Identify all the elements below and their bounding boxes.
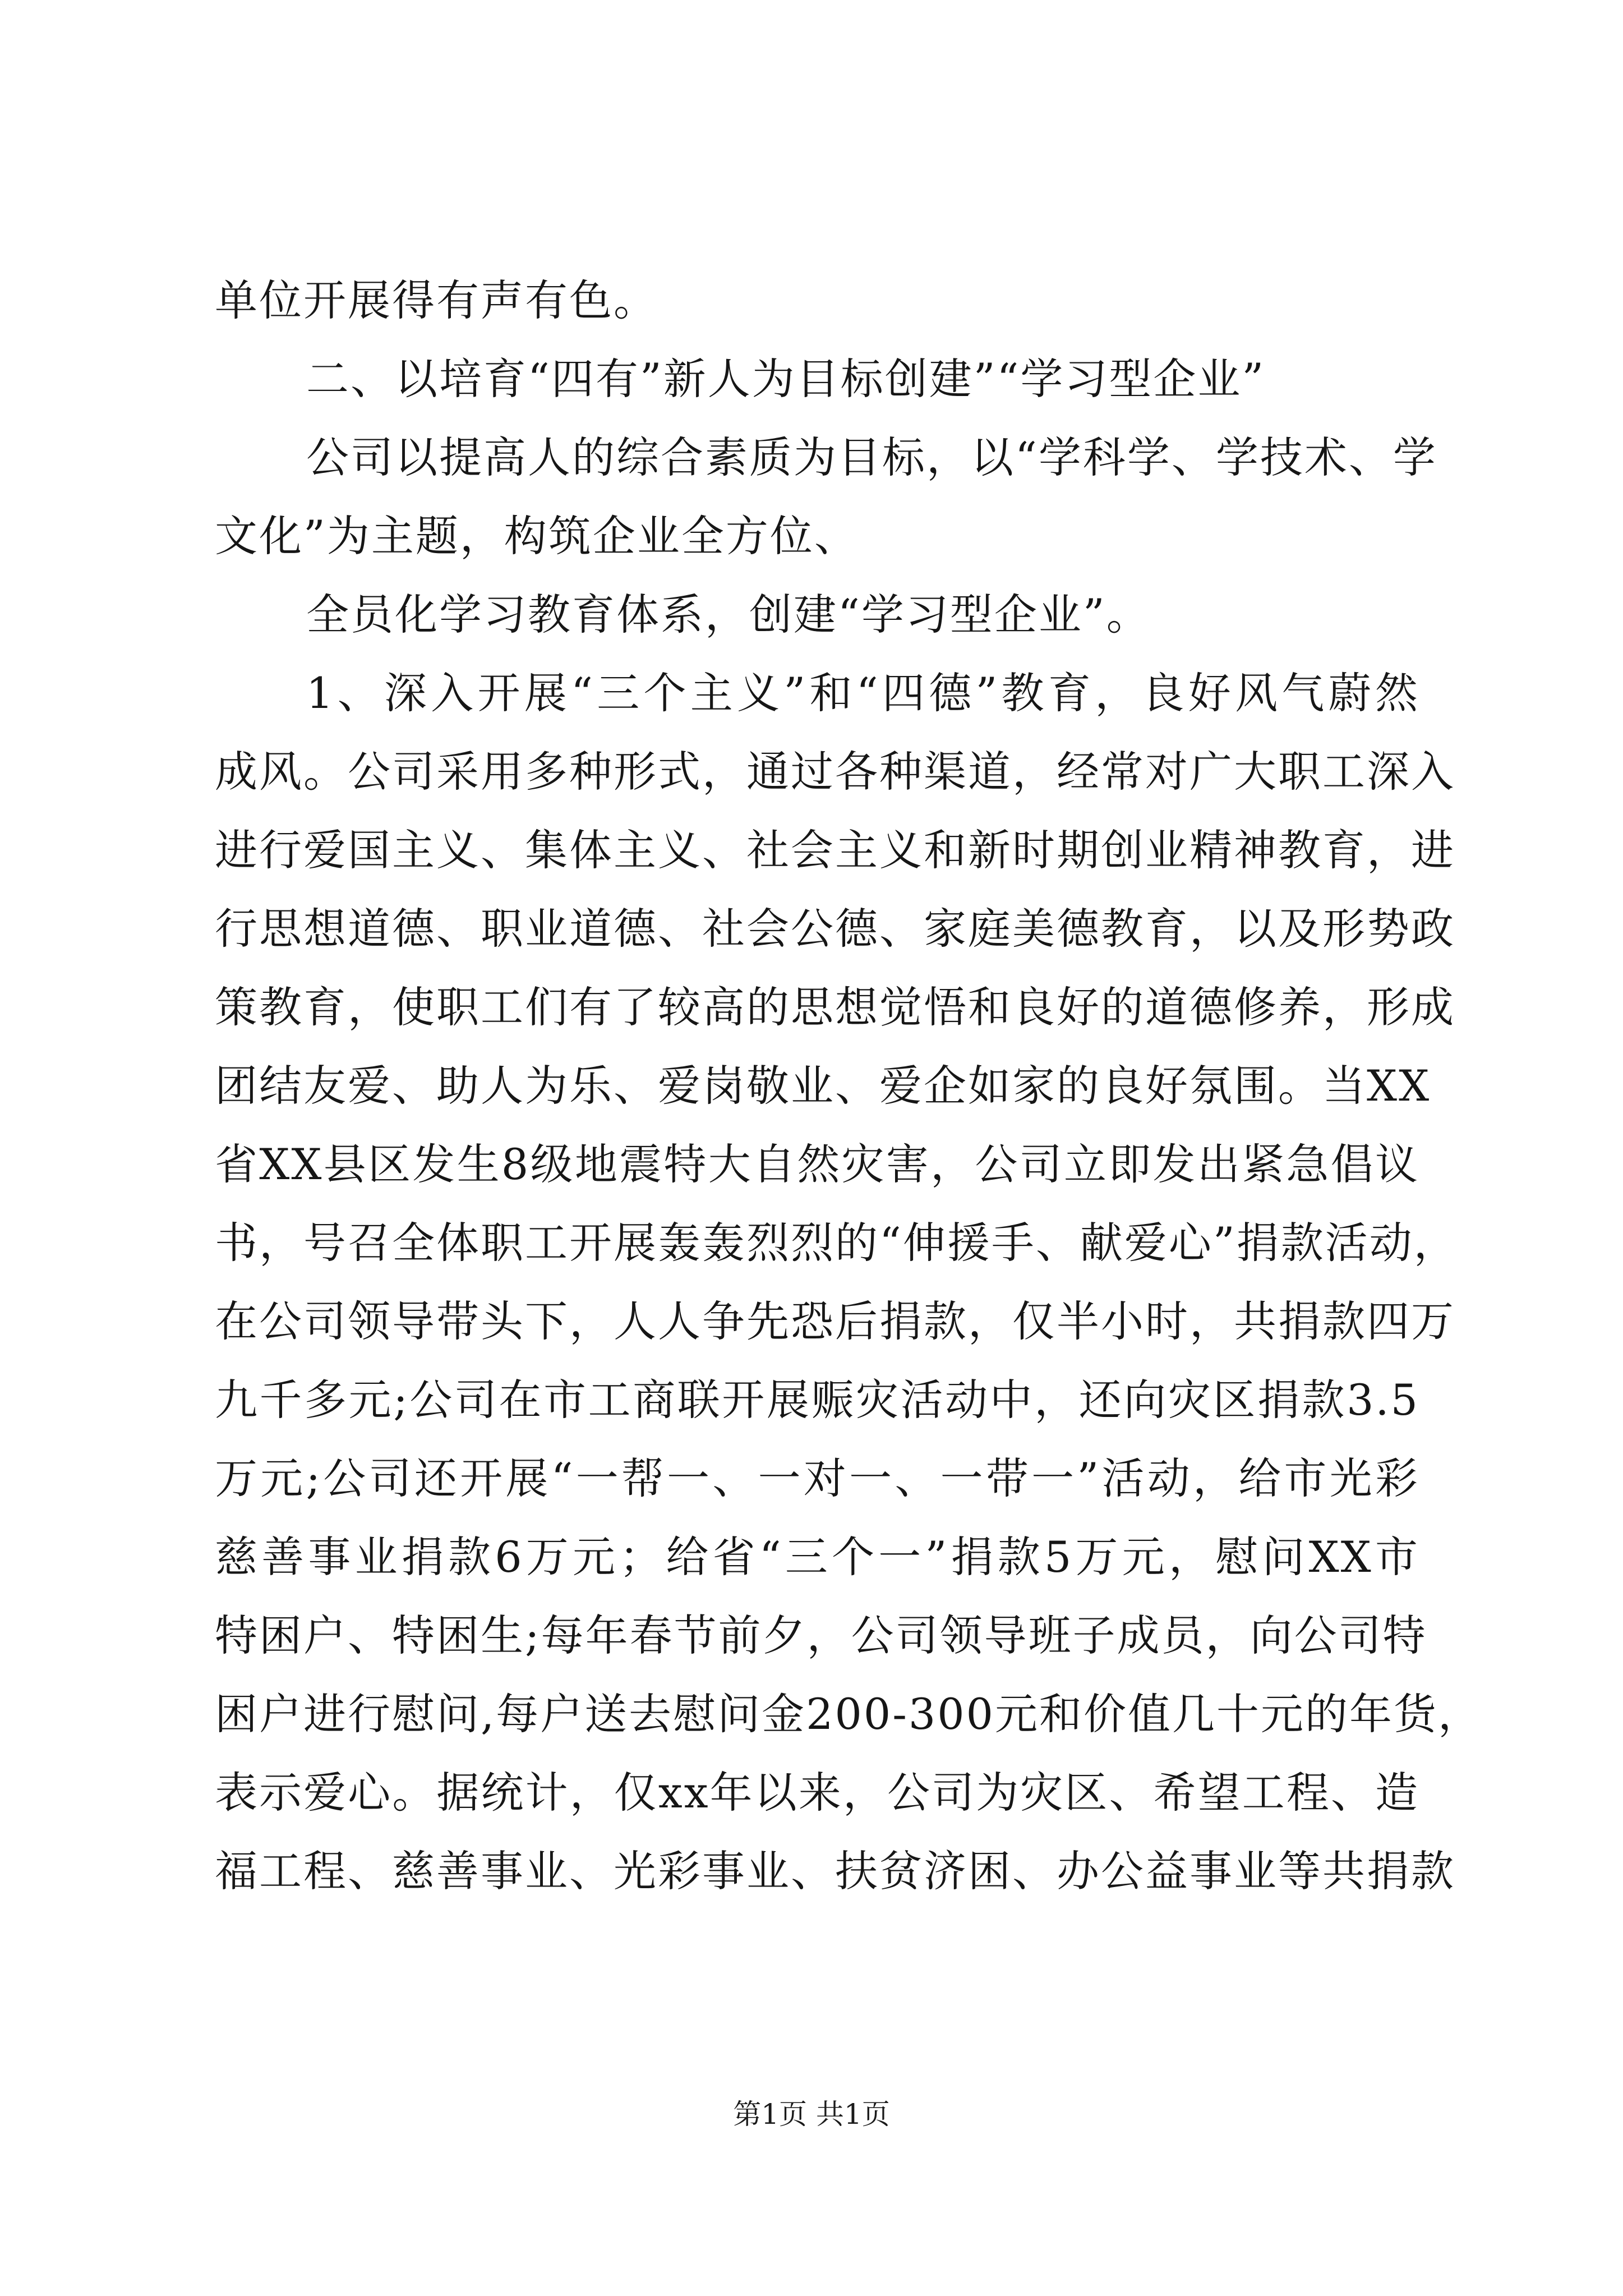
text-line: 慈善事业捐款6万元；给省“三个一”捐款5万元，慰问XX市 bbox=[215, 1532, 1419, 1582]
text-line: 成风。公司采用多种形式，通过各种渠道，经常对广大职工深入 bbox=[215, 747, 1455, 797]
text-line: 公司以提高人的综合素质为目标，以“学科学、学技术、学 bbox=[306, 432, 1437, 482]
text-line: 万元;公司还开展“一帮一、一对一、一带一”活动，给市光彩 bbox=[215, 1453, 1419, 1503]
text-line: 特困户、特困生;每年春节前夕，公司领导班子成员，向公司特 bbox=[215, 1611, 1427, 1660]
text-line: 全员化学习教育体系，创建“学习型企业”。 bbox=[306, 590, 1151, 639]
text-line: 行思想道德、职业道德、社会公德、家庭美德教育，以及形势政 bbox=[215, 904, 1455, 954]
text-line: 困户进行慰问,每户送去慰问金200-300元和价值几十元的年货， bbox=[215, 1689, 1482, 1739]
text-line: 省XX县区发生8级地震特大自然灾害，公司立即发出紧急倡议 bbox=[215, 1139, 1419, 1189]
text-line: 文化”为主题，构筑企业全方位、 bbox=[215, 511, 859, 561]
text-line: 团结友爱、助人为乐、爱岗敬业、爱企如家的良好氛围。当XX bbox=[215, 1061, 1431, 1111]
page-number-footer: 第1页 共1页 bbox=[733, 2098, 890, 2131]
text-line: 进行爱国主义、集体主义、社会主义和新时期创业精神教育，进 bbox=[215, 825, 1455, 875]
text-line: 书，号召全体职工开展轰轰烈烈的“伸援手、献爱心”捐款活动， bbox=[215, 1218, 1458, 1268]
text-line: 在公司领导带头下，人人争先恐后捐款，仅半小时，共捐款四万 bbox=[215, 1296, 1455, 1346]
text-line: 单位开展得有声有色。 bbox=[215, 275, 658, 325]
text-line: 1、深入开展“三个主义”和“四德”教育，良好风气蔚然 bbox=[306, 668, 1419, 718]
section-heading: 二、以培育“四有”新人为目标创建”“学习型企业” bbox=[306, 354, 1266, 404]
text-line: 福工程、慈善事业、光彩事业、扶贫济困、办公益事业等共捐款 bbox=[215, 1846, 1455, 1896]
text-line: 策教育，使职工们有了较高的思想觉悟和良好的道德修养，形成 bbox=[215, 982, 1455, 1032]
text-line: 表示爱心。据统计，仅xx年以来，公司为灾区、希望工程、造 bbox=[215, 1768, 1419, 1818]
text-line: 九千多元;公司在市工商联开展赈灾活动中，还向灾区捐款3.5 bbox=[215, 1375, 1419, 1425]
